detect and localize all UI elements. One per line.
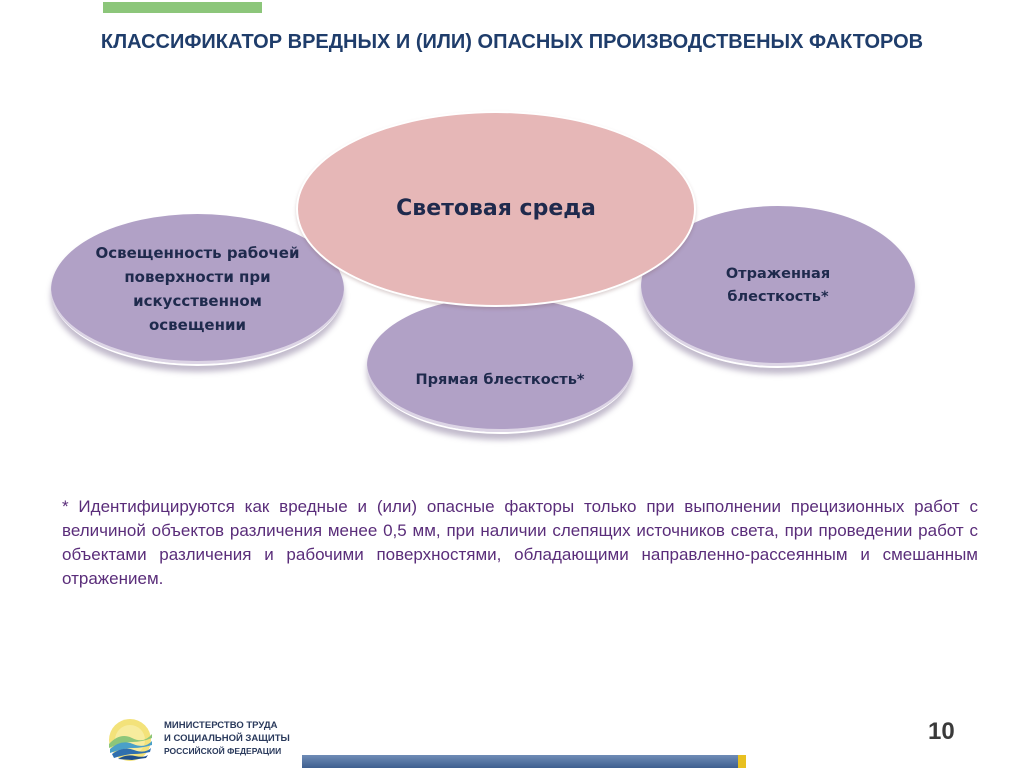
diagram-node-bottom bbox=[367, 297, 633, 434]
diagram-node-bottom-label: Прямая блесткость* bbox=[415, 371, 585, 388]
ministry-line-1: МИНИСТЕРСТВО ТРУДА bbox=[164, 720, 278, 731]
ministry-line-2: И СОЦИАЛЬНОЙ ЗАЩИТЫ bbox=[164, 733, 290, 744]
slide-title: КЛАССИФИКАТОР ВРЕДНЫХ И (ИЛИ) ОПАСНЫХ ПРОИЗВОДСТВЕНЫХ ФАКТОРОВ bbox=[100, 31, 924, 53]
footer-bar bbox=[302, 755, 738, 768]
diagram-node-left-label: Освещенность рабочей поверхности при искусственном освещении bbox=[95, 244, 300, 334]
diagram-node-right-label: Отраженная блесткость* bbox=[725, 266, 831, 305]
diagram-node-center-label: Световая среда bbox=[396, 196, 596, 221]
footer-bar-accent bbox=[738, 755, 746, 768]
ministry-line-3: РОССИЙСКОЙ ФЕДЕРАЦИИ bbox=[164, 746, 282, 756]
top-accent-bar bbox=[103, 2, 262, 13]
ministry-name bbox=[164, 719, 290, 758]
page-number: 10 bbox=[928, 718, 955, 745]
footnote-text: * Идентифицируются как вредные и (или) опасные факторы только при выполнении прецизионных работ с величиной объектов различения менее 0,5 мм, при наличии слепящих источников света, при проведении работ с объектами различения и рабочими поверхностями, обладающими направленно-рассеянным и смешанным отражением. bbox=[62, 497, 978, 588]
diagram-node-left bbox=[51, 214, 344, 366]
diagram-node-center bbox=[296, 111, 696, 307]
ministry-logo-icon bbox=[106, 714, 154, 762]
